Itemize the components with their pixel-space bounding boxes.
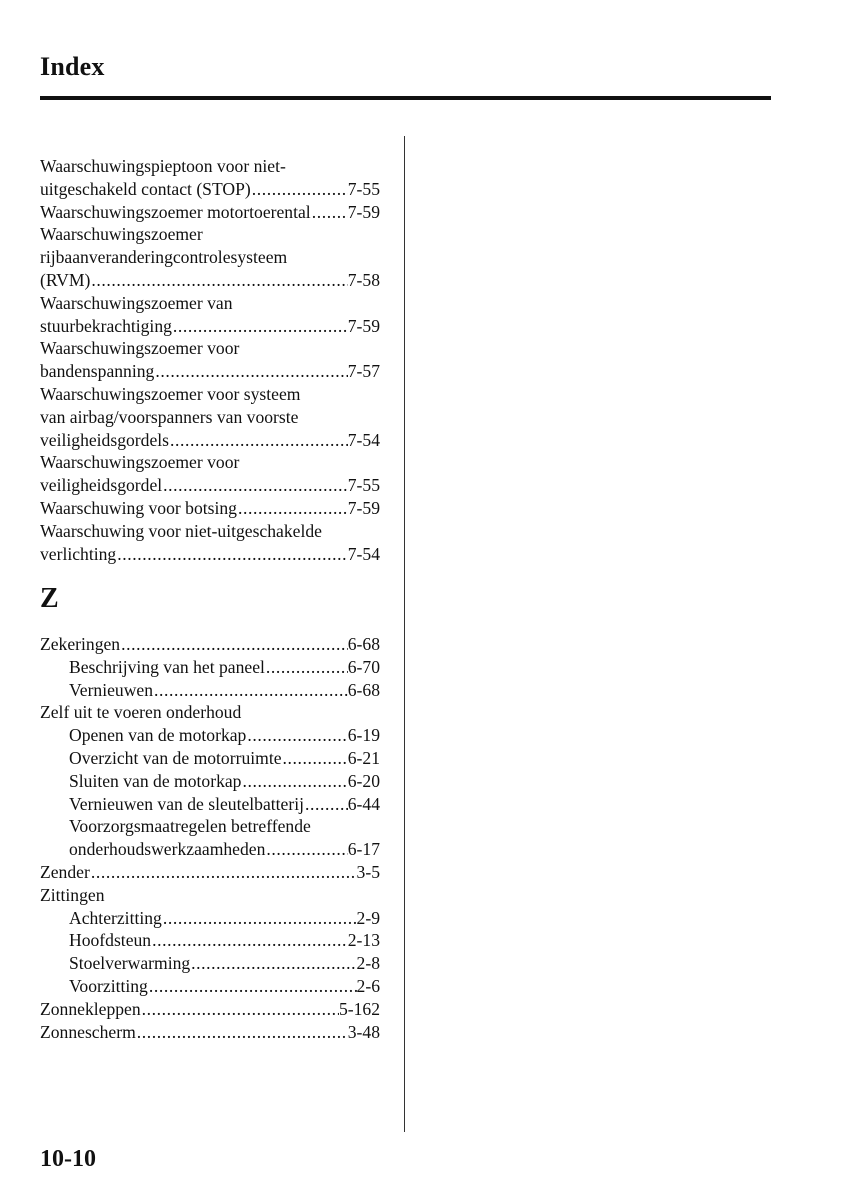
index-entry-row	[40, 907, 380, 930]
index-entry-page: 7-57	[347, 361, 380, 382]
index-entry-row	[40, 747, 380, 770]
dot-leader	[116, 543, 348, 566]
index-entry-line: Waarschuwingszoemer van	[40, 292, 233, 313]
index-entry-line: rijbaanveranderingcontrolesysteem	[40, 247, 288, 268]
index-entry-line: Waarschuwingspieptoon voor niet-	[40, 156, 286, 176]
index-entry-page: 7-55	[347, 475, 380, 496]
index-entry	[40, 815, 380, 861]
index-entry-row	[40, 497, 380, 520]
index-entry-row	[40, 360, 380, 383]
index-entry-label: Zittingen	[40, 884, 105, 905]
index-entry-page: 2-8	[356, 953, 380, 974]
index-entry-row	[40, 656, 380, 679]
header-rule	[40, 96, 771, 100]
index-entry-page: 3-48	[347, 1021, 380, 1042]
index-entry-line: Waarschuwing voor niet-uitgeschakelde	[40, 520, 322, 541]
page-number: 10-10	[40, 1146, 96, 1172]
index-entry-page: 6-20	[347, 770, 380, 791]
index-entry-page: 7-59	[347, 315, 380, 336]
index-entry-label: Stoelverwarming	[69, 953, 191, 974]
dot-leader	[162, 907, 357, 930]
index-entry-label: Vernieuwen	[69, 679, 154, 700]
dot-leader	[311, 201, 348, 224]
index-entry-page: 7-54	[347, 543, 380, 564]
index-continued-list	[40, 155, 380, 565]
index-entry-label: Zelf uit te voeren onderhoud	[40, 702, 242, 723]
index-entry-label: Zender	[40, 861, 90, 882]
index-entry-row	[40, 998, 380, 1021]
dot-leader	[120, 633, 348, 656]
index-entry-page: 6-44	[347, 793, 380, 814]
index-entry-label: Waarschuwingszoemer motortoerental	[40, 201, 311, 222]
dot-leader	[251, 178, 348, 201]
dot-leader	[172, 315, 348, 338]
index-entry	[40, 975, 380, 998]
index-entry-label: Beschrijving van het paneel	[69, 656, 265, 677]
index-entry-page: 6-68	[347, 634, 380, 654]
index-entry-row	[40, 975, 380, 998]
index-entry-row	[40, 838, 380, 861]
dot-leader	[169, 429, 348, 452]
index-entry-page: 3-5	[356, 861, 380, 882]
index-entry-page: 5-162	[338, 998, 380, 1019]
index-entry-page: 6-17	[347, 839, 380, 860]
dot-leader	[304, 793, 348, 816]
index-entry-line: Waarschuwingszoemer voor systeem	[40, 383, 301, 404]
dot-leader	[148, 975, 357, 998]
index-entry	[40, 998, 380, 1021]
index-entry-row	[40, 429, 380, 452]
index-entry	[40, 201, 380, 224]
index-entry-row	[40, 269, 380, 292]
index-entry	[40, 793, 380, 816]
index-entry-row	[40, 724, 380, 747]
index-entry-label: uitgeschakeld contact (STOP)	[40, 178, 251, 199]
index-entry-page: 6-70	[347, 656, 380, 677]
section-letter: Z	[40, 583, 59, 614]
index-entry	[40, 520, 380, 566]
index-entry	[40, 952, 380, 975]
index-entry-line: Waarschuwingszoemer	[40, 224, 203, 245]
index-entry-label: Sluiten van de motorkap	[69, 770, 242, 791]
index-entry-line: van airbag/voorspanners van voorste	[40, 406, 299, 427]
index-entry-row	[40, 1021, 380, 1044]
dot-leader	[136, 1021, 348, 1044]
index-entry-label: Voorzitting	[69, 975, 148, 996]
index-entry-line: Voorzorgsmaatregelen betreffende	[69, 816, 311, 837]
index-section-z-list	[40, 633, 380, 1043]
index-entry-page: 7-58	[347, 269, 380, 290]
index-entry-row	[40, 679, 380, 702]
index-entry	[40, 1021, 380, 1044]
index-entry-label: (RVM)	[40, 269, 91, 290]
dot-leader	[162, 474, 348, 497]
index-entry-label: Openen van de motorkap	[69, 725, 247, 746]
index-entry-page: 6-68	[347, 679, 380, 700]
index-entry	[40, 451, 380, 497]
index-entry-label: bandenspanning	[40, 361, 155, 382]
dot-leader	[151, 929, 348, 952]
dot-leader	[190, 952, 356, 975]
index-entry	[40, 656, 380, 679]
index-entry	[40, 223, 380, 291]
index-entry-label: stuurbekrachtiging	[40, 315, 172, 336]
dot-leader	[154, 360, 347, 383]
index-entry-row	[40, 770, 380, 793]
index-entry-label: verlichting	[40, 543, 117, 564]
index-entry	[40, 383, 380, 451]
index-entry-line: Waarschuwingszoemer voor	[40, 338, 240, 359]
dot-leader	[90, 861, 357, 884]
dot-leader	[246, 724, 347, 747]
index-entry	[40, 861, 380, 884]
index-entry-page: 6-21	[347, 747, 380, 768]
index-entry-page: 7-55	[347, 178, 380, 199]
dot-leader	[265, 656, 348, 679]
index-entry-row	[40, 201, 380, 224]
index-entry-page: 6-19	[347, 725, 380, 746]
column-divider	[404, 136, 405, 1132]
index-entry-label: Zonnekleppen	[40, 998, 141, 1019]
index-entry	[40, 724, 380, 747]
index-entry-row	[40, 178, 380, 201]
index-entry	[40, 337, 380, 383]
index-entry	[40, 884, 380, 907]
index-entry-row	[40, 543, 380, 566]
index-entry-label: Hoofdsteun	[69, 930, 152, 951]
index-entry-row	[40, 861, 380, 884]
index-entry	[40, 929, 380, 952]
dot-leader	[237, 497, 348, 520]
index-entry-row	[40, 315, 380, 338]
index-entry-row	[40, 633, 380, 656]
index-entry-page: 7-54	[347, 429, 380, 450]
page-title: Index	[40, 52, 105, 81]
index-entry-label: Waarschuwing voor botsing	[40, 497, 237, 518]
index-entry	[40, 292, 380, 338]
dot-leader	[241, 770, 347, 793]
index-entry-row	[40, 884, 380, 907]
index-entry	[40, 907, 380, 930]
index-entry-page: 2-9	[356, 907, 380, 928]
index-entry	[40, 679, 380, 702]
index-entry	[40, 770, 380, 793]
dot-leader	[141, 998, 339, 1021]
index-entry-label: Zonnescherm	[40, 1021, 136, 1042]
index-entry-row	[40, 793, 380, 816]
index-entry	[40, 747, 380, 770]
index-entry-label: Zekeringen	[40, 634, 121, 654]
index-entry-label: veiligheidsgordels	[40, 429, 169, 450]
index-entry	[40, 155, 380, 201]
index-entry	[40, 497, 380, 520]
index-entry-line: Waarschuwingszoemer voor	[40, 452, 240, 473]
index-entry-label: Overzicht van de motorruimte	[69, 747, 282, 768]
index-entry-label: onderhoudswerkzaamheden	[69, 839, 266, 860]
index-entry-row	[40, 929, 380, 952]
dot-leader	[265, 838, 347, 861]
index-entry-label: Achterzitting	[69, 907, 162, 928]
index-entry	[40, 633, 380, 656]
index-entry-row	[40, 701, 380, 724]
index-entry-row	[40, 474, 380, 497]
index-entry-page: 2-13	[347, 930, 380, 951]
index-entry-page: 2-6	[356, 975, 380, 996]
index-entry-row	[40, 952, 380, 975]
dot-leader	[90, 269, 347, 292]
dot-leader	[153, 679, 348, 702]
index-entry-page: 7-59	[347, 201, 380, 222]
dot-leader	[282, 747, 348, 770]
index-entry	[40, 701, 380, 724]
index-entry-label: veiligheidsgordel	[40, 475, 163, 496]
index-entry-page: 7-59	[347, 497, 380, 518]
index-entry-label: Vernieuwen van de sleutelbatterij	[69, 793, 304, 814]
